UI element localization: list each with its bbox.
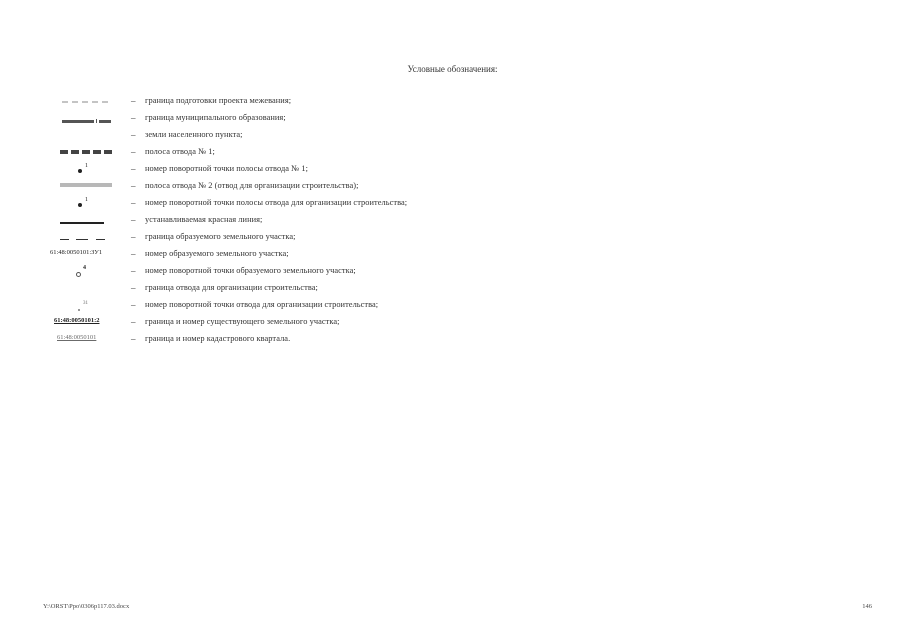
legend-dash: – xyxy=(131,198,136,208)
symbol-forming-plot-number xyxy=(40,248,136,265)
legend-text: граница муниципального образования; xyxy=(145,113,286,122)
legend-text: номер поворотной точки отвода для организации строительства; xyxy=(145,300,379,309)
legend-row xyxy=(40,146,800,163)
legend-row xyxy=(40,95,800,112)
existing-plot-label: 61:48:0050101:2 xyxy=(54,317,100,324)
legend-row xyxy=(40,316,800,333)
legend-dash: – xyxy=(131,266,136,276)
legend-text: полоса отвода № 1; xyxy=(145,147,215,156)
point-marker-icon xyxy=(76,272,81,277)
legend-row xyxy=(40,265,800,282)
symbol-turning-point-forming-plot xyxy=(40,265,136,282)
symbol-settlement-lands xyxy=(40,129,136,146)
legend-text: полоса отвода № 2 (отвод для организации строительства); xyxy=(145,181,359,190)
legend-row xyxy=(40,282,800,299)
legend-dash: – xyxy=(131,130,136,140)
symbol-strip-allotment-2 xyxy=(40,180,136,197)
symbol-boundary-municipality xyxy=(40,112,136,129)
symbol-boundary-forming-plot xyxy=(40,231,136,248)
legend-title: Условные обозначения: xyxy=(407,64,498,74)
legend-text: номер поворотной точки полосы отвода для организации строительства; xyxy=(145,198,408,207)
legend-text: номер поворотной точки образуемого земельного участка; xyxy=(145,266,356,275)
legend-row xyxy=(40,180,800,197)
symbol-boundary-project-survey xyxy=(40,95,136,112)
symbol-red-line xyxy=(40,214,136,231)
legend-dash: – xyxy=(131,96,136,106)
legend-row xyxy=(40,129,800,146)
cadastral-quarter-label: 61:48:0050101 xyxy=(57,334,97,341)
footer-page-number: 146 xyxy=(862,603,872,610)
legend-row xyxy=(40,231,800,248)
symbol-strip-allotment-1 xyxy=(40,146,136,163)
legend-row xyxy=(40,299,800,316)
legend-text: граница и номер существующего земельного участка; xyxy=(145,317,340,326)
point-marker-icon xyxy=(78,309,80,311)
legend-dash: – xyxy=(131,215,136,225)
legend-row xyxy=(40,163,800,180)
legend-dash: – xyxy=(131,232,136,242)
symbol-turning-point-construction-strip xyxy=(40,197,136,214)
point-marker-icon xyxy=(78,169,82,173)
legend-dash: – xyxy=(131,334,136,344)
legend-row xyxy=(40,112,800,129)
plot-number-label: 61:48:0050101:ЗУ1 xyxy=(50,249,103,256)
legend-row xyxy=(40,197,800,214)
legend-text: граница образуемого земельного участка; xyxy=(145,232,296,241)
symbol-boundary-construction-allotment xyxy=(40,282,136,299)
symbol-existing-plot xyxy=(40,316,136,333)
symbol-turning-point-construction-allotment xyxy=(40,299,136,316)
legend-dash: – xyxy=(131,181,136,191)
legend-dash: – xyxy=(131,317,136,327)
legend-dash: – xyxy=(131,249,136,259)
legend-row xyxy=(40,214,800,231)
legend-text: граница и номер кадастрового квартала. xyxy=(145,334,291,343)
symbol-turning-point-strip-1 xyxy=(40,163,136,180)
legend-dash: – xyxy=(131,113,136,123)
legend-text: граница подготовки проекта межевания; xyxy=(145,96,292,105)
point-label: 31 xyxy=(83,301,88,306)
legend-text: граница отвода для организации строительства; xyxy=(145,283,318,292)
point-label: 1 xyxy=(85,197,88,203)
legend-text: номер образуемого земельного участка; xyxy=(145,249,289,258)
legend-row xyxy=(40,333,800,350)
legend-text: номер поворотной точки полосы отвода № 1; xyxy=(145,164,308,173)
legend-dash: – xyxy=(131,283,136,293)
legend-dash: – xyxy=(131,164,136,174)
legend-dash: – xyxy=(131,300,136,310)
symbol-cadastral-quarter xyxy=(40,333,136,350)
point-marker-icon xyxy=(78,203,82,207)
point-label: 4 xyxy=(83,265,86,271)
footer-file-path: Y:\ORST\Ppo\0306p117.03.docx xyxy=(43,603,130,610)
point-label: 1 xyxy=(85,163,88,169)
legend-dash: – xyxy=(131,147,136,157)
legend-text: устанавливаемая красная линия; xyxy=(145,215,263,224)
legend-list xyxy=(40,95,800,350)
legend-text: земли населенного пункта; xyxy=(145,130,243,139)
legend-row xyxy=(40,248,800,265)
